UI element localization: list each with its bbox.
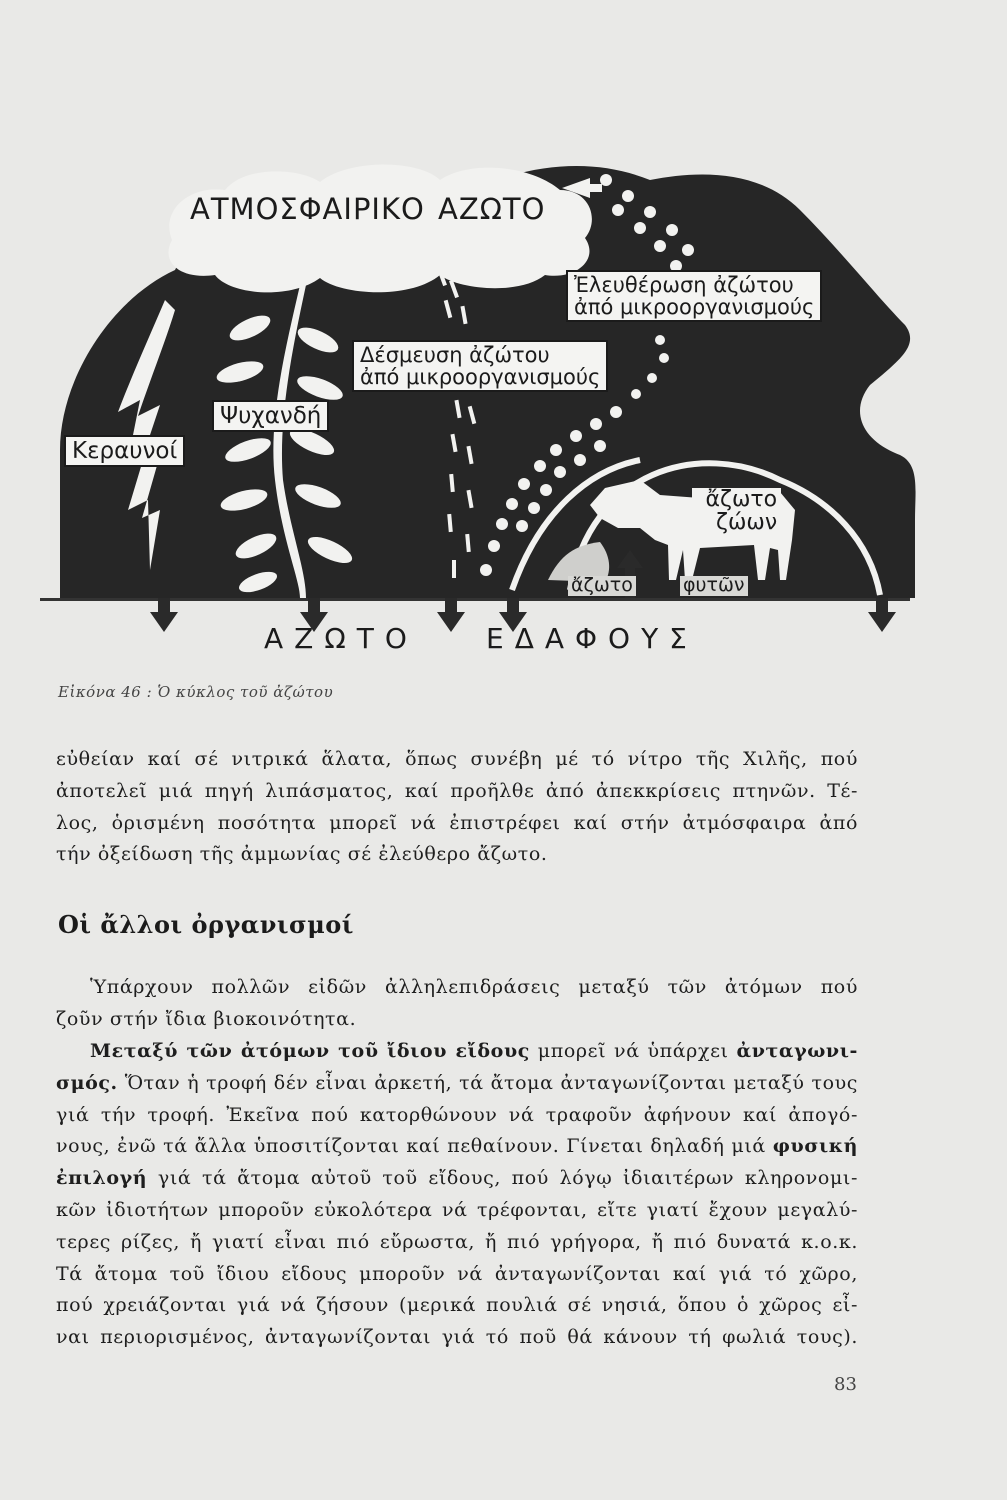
cloud-label-atmospheric: ΑΤΜΟΣΦΑΙΡΙΚΟ [190, 192, 425, 226]
label-release [566, 270, 822, 322]
bold-term: ἀνταγωνι- [736, 1040, 858, 1062]
label-animal-nitrogen [692, 488, 781, 534]
text-line: λος, ὁρισμένη ποσότητα μπορεῖ νά ἐπιστρέφει καί στήν ἀτμόσφαιρα ἀπό [56, 811, 858, 834]
atmosphere-cloud [169, 165, 592, 293]
inline-text: νους, ἐνῶ τά ἄλλα ὑποσιτίζονται καί πεθαίνουν. Γίνεται δηλαδή μιά [56, 1135, 773, 1158]
release-arrow-shaft [588, 184, 602, 192]
label-nitrogen-plants-left: ἄζωτο [568, 576, 636, 596]
text-line [56, 1131, 858, 1163]
label-lightning: Κεραυνοί [64, 435, 185, 467]
paragraph-competition [56, 1036, 858, 1354]
cloud-label-nitrogen: ΑΖΩΤΟ [438, 192, 546, 226]
text-line: τερες ρίζες, ἤ γιατί εἶναι πιό εὔρωστα, ἤ πιό γρήγορα, ἤ πιό δυνατά κ.ο.κ. [56, 1230, 858, 1253]
text-line: πού χρειάζονται γιά νά ζήσουν (μερικά πουλιά σέ νησιά, ὅπου ὁ χῶρος εἶ- [56, 1294, 858, 1317]
nitrogen-cycle-figure [0, 150, 1007, 670]
soil-label-nitrogen: ΑΖΩΤΟ [264, 622, 418, 655]
ground-line [40, 598, 910, 601]
bold-term: φυσική [772, 1135, 858, 1158]
text-line: ἀποτελεῖ μιά πηγή λιπάσματος, καί προῆλθε ἀπό ἀπεκκρίσεις πτηνῶν. Τέ- [56, 779, 858, 802]
label-fixation-line2: ἀπό μικροοργανισμούς [360, 365, 601, 390]
text-line [56, 1163, 858, 1195]
bold-term: Μεταξύ τῶν ἀτόμων τοῦ ἴδιου εἴδους [90, 1040, 530, 1062]
text-line [56, 1068, 858, 1100]
figure-caption: Εἰκόνα 46 : Ὁ κύκλος τοῦ ἀζώτου [58, 683, 334, 701]
label-release-line1: Ἐλευθέρωση ἀζώτου [574, 273, 794, 297]
bold-term: σμός. [56, 1071, 118, 1094]
inline-text: Ὅταν ἡ τροφή δέν εἶναι ἀρκετή, τά ἄτομα ἀνταγωνίζονται μεταξύ τους [117, 1071, 858, 1094]
text-line: ναι περιορισμένος, ἀνταγωνίζονται γιά τό ποῦ θά κάνουν τή φωλιά τους). [56, 1326, 858, 1349]
text-line: Ὑπάρχουν πολλῶν εἰδῶν ἀλληλεπιδράσεις μεταξύ τῶν ἀτόμων πού [90, 976, 858, 998]
label-fixation [352, 340, 608, 392]
label-animal-line2: ζώων [716, 510, 778, 536]
inline-text: μπορεῖ νά ὑπάρχει [529, 1040, 737, 1062]
soil-label-soil: ΕΔΑΦΟΥΣ [486, 622, 698, 655]
inline-text: γιά τά ἄτομα αὐτοῦ τοῦ εἴδους, πού λόγῳ ἰδιαιτέρων κληρονομι- [147, 1167, 858, 1190]
paragraph-interactions [56, 972, 858, 1036]
section-heading: Οἱ ἄλλοι ὀργανισμοί [58, 910, 354, 939]
text-line: γιά τήν τροφή. Ἐκεῖνα πού κατορθώνουν νά τραφοῦν ἀφήνουν καί ἀπογό- [56, 1103, 858, 1126]
label-nitrogen-plants-right: φυτῶν [680, 576, 748, 596]
page-number: 83 [834, 1374, 857, 1395]
nitrogen-cycle-illustration [0, 150, 1007, 670]
paragraph-nitrates [56, 744, 858, 871]
text-line: κῶν ἰδιοτήτων μποροῦν εὐκολότερα νά τρέφονται, εἴτε γιατί ἔχουν μεγαλύ- [56, 1198, 858, 1221]
label-release-line2: ἀπό μικροοργανισμούς [574, 295, 815, 320]
text-line: ζοῦν στήν ἴδια βιοκοινότητα. [56, 1007, 357, 1030]
label-animal-line1: ἄζωτο [705, 487, 778, 512]
label-legume: Ψυχανδή [212, 400, 329, 432]
bold-term: ἐπιλογή [56, 1167, 148, 1190]
label-fixation-line1: Δέσμευση ἀζώτου [360, 343, 550, 367]
text-line: Τά ἄτομα τοῦ ἴδιου εἴδους μποροῦν νά ἀνταγωνίζονται καί γιά τό χῶρο, [56, 1262, 858, 1285]
text-line: εὐθείαν καί σέ νιτρικά ἅλατα, ὅπως συνέβη μέ τό νίτρο τῆς Χιλῆς, πού [56, 748, 858, 770]
text-line: τήν ὀξείδωση τῆς ἀμμωνίας σέ ἐλεύθερο ἄζωτο. [56, 843, 548, 866]
text-line [56, 1036, 858, 1068]
